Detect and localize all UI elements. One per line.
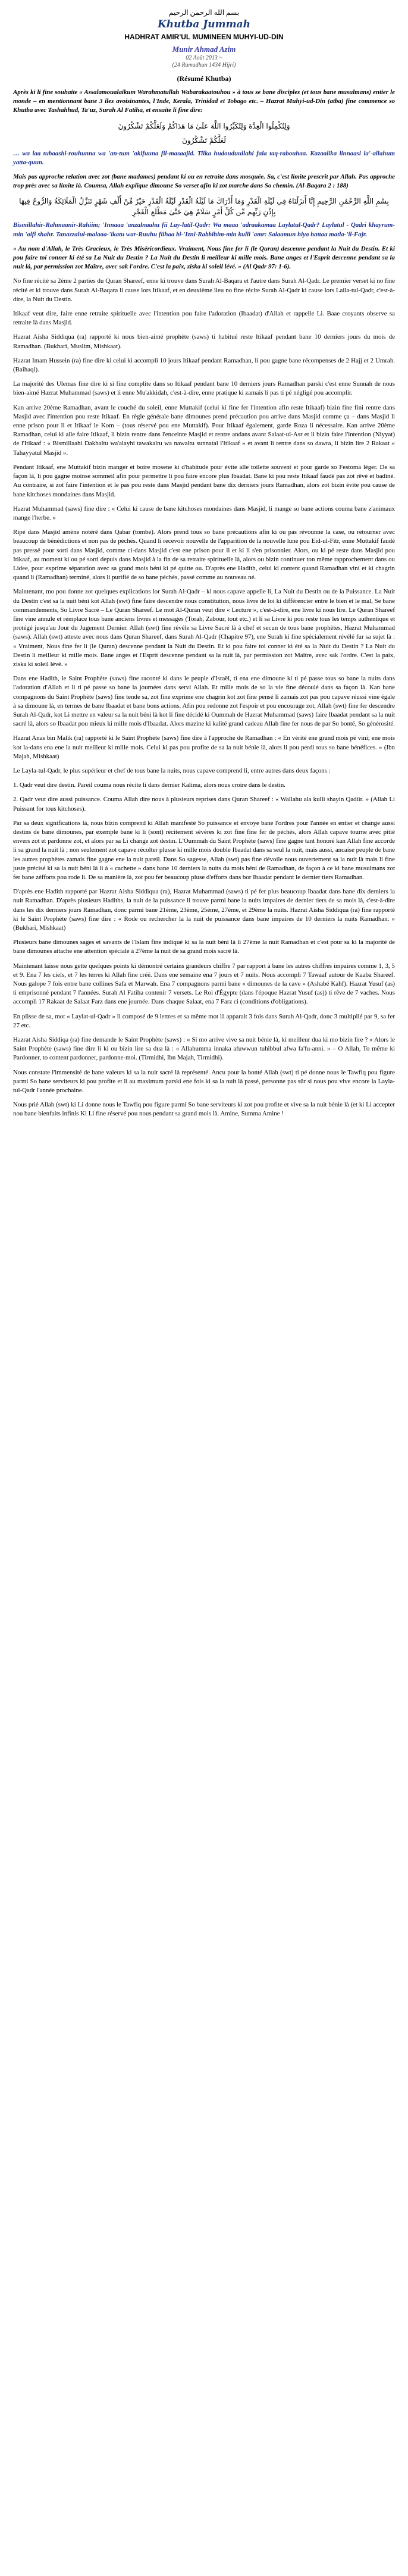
author-name: Munir Ahmad Azim: [172, 45, 236, 54]
point-2: 2. Qadr veut dire aussi puissance. Couma Allah dire nous à plusieurs reprises dans Quran Shareef : « Wallahu ala kulli shayin Qadiir. » (Allah Li Puissant for tous kitchoses).: [13, 796, 395, 812]
paragraph-imam-hussein: Hazrat Imam Hussein (ra) fine dire ki celui ki accompli 10 jours Itikaaf pendant Ramadhan, li pou gagne bane récompenses de 2 Hajj et 2 Umrah. (Baihaqi).: [13, 357, 395, 374]
translation-2: « Au nom d'Allah, le Très Gracieux, le Très Miséricordieux. Vraiment, Nous fine fer li (le Quran) descenne pendant la Nuit du Destin. Et ki pou faire toi conner ki été sa La Nuit du Destin ? La Nuit du Destin li meilleur ki mille mois. Bane anges et l'Esprit descenne pendant sa la nuit là, par permission zot Maître, avec sak l'ordre. C'est la paix, ziska ki soleil lévé. » (Al Qadr 97: 1-6).: [13, 245, 395, 271]
paragraph-final: Nous prié Allah (swt) ki Li donne nous le Tawfiq pou figure parmi So bane serviteurs ki zot pou profite et vive sa la nuit bénie là (et ki Li accepter nou bane bienfaits infinis Ki Li fine réservé pou nous pendant sa grand mois là. Amine, Summa Amine !: [13, 1101, 395, 1118]
gregorian-date: 02 Août 2013 ~: [186, 55, 222, 61]
paragraph-majorite: La majorité des Ulemas fine dire ki si fine complite dans so Itikaaf pendant bane 10 derniers jours Ramadhan parski c'est enne Sunnah de nous bien-aimé Hazrat Muhammad (saws) et li enne Mu'akkidah, c'est-à-dire, enne pratique ki zamais li pas ti pé négligé pou accomplir.: [13, 380, 395, 397]
point-1: 1. Qadr veut dire destin. Pareil couma nous récite li dans dernier Kalima, alors nous croire dans le destin.: [13, 781, 285, 789]
hijri-date: (24 Ramadhan 1434 Hijri): [172, 62, 236, 68]
paragraph-anas: Hazrat Anas bin Malik (ra) rapporté ki le Saint Prophète (saws) fine dire à l'approche de Ramadhan : « En vérité ene grand mois pé vini; ene mois kot la-dans ena ene la nuit meilleur ki mille mois. Celui ki pas pou profite de sa la nuit bénie là, alors li pou perdi tous so bane bénéfices. » (Ibn Majah, Mishkaat): [13, 734, 395, 760]
paragraph-maintenant: Maintenant, mo pou donne zot quelques explications lor Surah Al-Qadr – ki nous capave appelle li, La Nuit du Destin ou de la Puissance. La Nuit du Destin c'est sa la nuit béni kot Allah (swt) fine faire descendre nous constitution, nous livre de loi ki différencier entre le bien et le mal, Se bane commandements, So Livre Sacré – Le Quran Shareef. Le mot Al-Quran veut dire « Lecture », c'est-à-dire, ene livre ki nous lire. Le Quran Shareef fine vine annule et remplace tous bane anciens livres et messages (Torah, Zabour, tout etc.) et li sa Livre ki pou reste tous les temps authentique et protégé jusqu'au Jour du Jugement Dernier. Allah (swt) fine révéle sa Livre Sacré là à chef et secun de tous bane prophètes, Hazrat Muhammad (saws). Allah (swt) atteste avec nous dans Quran Shareef, dans Surah Al-Qadr (Chapitre 97), ene Surah ki fine spécialement révélé fur sa sujet là : « Vraiment, Nous fine fer li (le Quran) descenne pendant la Nuit du Destin. Et ki pou faire toi conner ki été sa la Nuit du Destin ? La Nuit du Destin li meilleur ki mille mois. Bane anges et l'Esprit descenne pendant sa la nuit là, par permission zot Maître, avec sak l'ordre. C'est la paix, ziska ki soleil lévé. »: [13, 588, 395, 668]
paragraph-plusieurs: Plusieurs bane dimounes sages et savants de l'Islam fine indiqué ki sa la nuit béni là li 27ème la nuit Ramadhan et c'est pour sa ki la majorité de bane dimounes attache ene attention spéciale à 27ème la nuit de sa grand mois sacré là.: [13, 939, 395, 955]
paragraph-dans: Dans ene Hadith, le Saint Prophète (saws) fine raconté ki dans le peuple d'Israël, ti ena ene dimoune ki ti pé passe tous so bane la nuits dans l'adoration d'Allah et li ti pé passe so bane la journées dans servi Allah. Et mille mois de so la vie fine découlé dans sa façon là. Kan bane compagnons du Saint Prophète (saws) fine tende sa, zot fine exprime ene chagrin kot zot fine pensé li zamais zot pas pou capave réussi vine égale à sa dimoune là, en termes de bane Ibaadat et bane bons actions. Afin pou redonne zot l'espoir et pou encourage zot, Allah (swt) fine fer descendre Surah Al-Qadr, kot Li mettre en valeur sa la nuit béni là kot li fine décidé ki Oummah de Hazrat Muhammad (saws) faire Ibaadat pendant sa la nuit sacré là, alors so Ibaadat pou mieux ki mille mois d'Ibaadat. Alors mazine ki kalité grand cadeau Allah fine fer nous de par So bonté, So générosité.: [13, 675, 395, 728]
paragraph-hazrat-aisha-dua: Hazrat Aisha Siddiqa (ra) fine demande le Saint Prophète (saws) : « Si mo arrive vive sa nuit bénie là, ki meilleur dua ki mo bizin lire ? » Alors le Saint Prophète (saws) fine dire li ki ou bizin lire sa dua là : « Allahumma innaka afuwwun tuhibbul afwa fa'fu-anni. » – O Allah, To même ki Pardonner, to content pardonner, pardonne-moi. (Tirmidhi, Ibn Majah, Tirmidhi).: [13, 1036, 395, 1062]
paragraph-hazrat-muhammad: Hazrat Muhammad (saws) fine dire : « Celui ki cause de bane kitchoses mondaines dans Masjid, li mange so bane actions couma bane z'animaux mange l'herbe. »: [13, 505, 395, 521]
subtitle: HADHRAT AMIR'UL MUMINEEN MUHYI-UD-DIN: [124, 33, 284, 41]
paragraph-hazrat-aisha: Hazrat Aisha Siddiqua (ra) rapporté ki nous bien-aimé prophète (saws) ti habitué reste Itikaaf pendant bane 10 derniers jours du mois de Ramadhan. (Bukhari, Muslim, Mishkaat).: [13, 333, 395, 350]
arabic-verse-1b: لَعَلَّكُمْ تَشْكُرُونَ: [182, 136, 226, 145]
paragraph-ripe: Ripé dans Masjid amène notéré dans Qabar (tombe). Alors prend tous so bane précautions afin ki ou pas révounne la case, ou retourner avec beaucoup de bénédictions et non pas de péchés. Quand li recevoir nouvelle de l'apparition de la nouvelle lune pou Eid-ul-Fitr, enne Muttakif faudé pas pressé pour sorti dans Masjid, comme ci-dans Masjid c'est ene prison pour li et ki li s'en prisonnier. Alors, ou ki pé reste dans Masjid pou Itikaaf, au moment ki ou pé sorti depuis dans Masjid à la fin de sa retraite spirituelle là, alors ou bizin continuer ton même rapprochement dans ou Lidee, pour exprime séparation avec sa grand mois béni ki pé quitte ou. D'après ene Hadith, celui ki content quand Ramadhan vini et ki chagrin quand li (Ramadhan) terminé, alors li purifié de so bane péchés, passé comme au nouveau né.: [13, 529, 395, 582]
intro-paragraph: Après ki li fine souhaite « Assalamoualaikum Warahmatullah Wabarakaatouhou » à tous se bane disciples (et tous bane musulmans) entier le monde – en mentionnant bane 3 îles avoisinantes, l'Inde, Kerala, Trinidad et Tobago etc. – Hazrat Muhyi-ud-Din (atba) fine commence so Khutba avec Tashahhud, Ta'uz, Surah Al Fatiha, et ensuite li fine dire:: [13, 89, 395, 114]
paragraph-laila: Le Layla-tul-Qadr, le plus supérieur et chef de tous bane la nuits, nous capave comprend li, entre autres dans deux façons :: [13, 767, 331, 774]
bismillah-header: بسم الله الرحمن الرحيم: [168, 8, 240, 17]
paragraph-nous: Nous constate l'immensité de bane valeurs ki sa la nuit sacré là représenté. Ancu pour la bonté Allah (swt) ti pé donne nous le Tawfiq pou figure parmi So bane serviteurs ki pou profite et li au maximum parski ene fois ki sa la nuit là passé, personne pas sûr si nous pou vive encore la Layla-tul-Qadr l'année prochaine.: [13, 1068, 395, 1095]
arabic-surah-qadr: بِسْمِ اللَّهِ الرَّحْمَٰنِ الرَّحِيمِ إِنَّا أَنزَلْنَاهُ فِي لَيْلَةِ الْقَدْرِ وَمَا أَدْرَاكَ مَا لَيْلَةُ الْقَدْرِ لَيْلَةُ الْقَدْرِ خَيْرٌ مِّنْ أَلْفِ شَهْرٍ تَنَزَّلُ الْمَلَائِكَةُ وَالرُّوحُ فِيهَا بِإِذْنِ رَبِّهِم مِّن كُلِّ أَمْرٍ سَلَامٌ هِيَ حَتَّىٰ مَطْلَعِ الْفَجْرِ: [19, 197, 389, 217]
paragraph-par: Par sa deux significations là, nous bizin comprend ki Allah manifesté So puissance et envoye bane l'ordres pour l'année en entier et change aussi destins de bane dimounes, par exemple bane ki li (sont) récitement sévères ki zot fine fine fer de péchés, alors Allah capave tourne avec pitié envers zot et pardonne zot, et alors par sa Li change zot destin. L'Oummah du Saint Prophète (saws) fine gagne tant honoré kan Allah fine accorde li sa grand la nuit là ; non seulement zot capave récolter plusse ki mille mois double Ibaadat dans sa seul la nuit, mais aussi, ancaise peuple de bane les autres prophètes zamais fine gagne ene la nuit pareil. Dans So sagesse, Allah (swt) pas fine dévoile nous ouvertement sa la nuit là mais li fine juste précisé ki sa la nuit béni là li à « cachette » dans bane 10 derniers la nuits du mois béni de Ramadhan, de façon à ce ki bane musulmans zot fer bane zéfforts pou rode li. De sa manière là, zot pou fer beaucoup pluse d'efforts dans bor Ibaadat pendant le dernier tiers Ramadhan.: [13, 819, 395, 881]
paragraph-mais: Mais pas approche relation avec zot (bane madames) pendant ki ou en retraite dans mosquée. Sa, c'est limite prescrit par Allah. Pas approche trop près avec sa limite là. Coumsa, Allah explique dimoune So verset afin ki zot marche dans So chemin. (Al-Baqara 2 : 188): [13, 173, 395, 190]
paragraph-itikaf: Itikaaf veut dire, faire enne retraite spirituelle avec l'intention pou faire l'adoration (Ibaadat) d'Allah et rappelle Li. Baae croyants observe sa retraite là dans Masjid.: [13, 310, 395, 327]
paragraph-enplisse: En plisse de sa, mot « Laylat-ul-Qadr » li composé de 9 lettres et sa même mot là apparait 3 fois dans Surah Al-Qadr, donc 3 multiplié par 9, sa fer 27 etc.: [13, 1012, 395, 1029]
paragraph-apres: D'après ene Hadith rapporté par Hazrat Aisha Siddiqua (ra), Hazrat Muhammad (saws) ti pé fer plus beaucoup Ibaadat dans bane dix derniers la nuit Ramadhan. D'après plusieurs Hadiths, la nuit de la puissance li trouve parmi bane la nuits impaires de dernier tiers de sa mois là, c'est-à-dire dans les dix derniers jours Ramadhan, donc parmi bane 21ème, 23ème, 25ème, 27ème, et 29ème la nuits. Hazrat Aisha Siddiqua (ra) fine rapporté ki le Saint Prophète (saws) fine dire : « Rode ou rechercher la la nuit de puissance dans bane impaires de 10 derniers la nuits Ramadhan. » (Bukhari, Mishkaat): [13, 888, 395, 932]
transliteration-2: Bismillahir-Rahmaanir-Rahiim; 'Innaaa 'anzalnaahu fii Lay-latil-Qadr: Wa maaa 'adraakamaa Laylatul-Qadr? Laylatul - Qadri khayrum-min 'alfi shahr. Tanazzalul-malaaa-'ikatu war-Ruuhu fiihaa bi-'Izni-Rabbihim-min kulli 'amr: Salaamun hiya hattaa matla-'il-Fajr.: [13, 221, 395, 238]
paragraph-fine: No fine récité sa 2ème 2 parties du Quran Shareef, enne ki trouve dans Surah Al-Baqara et l'autre dans Surah Al-Qadr. Le premier verset ki no fine récité et ki trouve dans Surah Al-Baqara li cause lors Itikaaf, et en deuxième lieu no fine récite Surah Al-Qadr ki cause lors Laila-tul-Qadr, c'est-à-dire, la Nuit du Destin.: [13, 277, 395, 303]
transliteration-1: … wa laa tubaashi-rouhunna wa 'an-tum 'akifuuna fil-masaajid. Tilka hudouduullahi fala taq-rabouhaa. Kazaalika linnaasi la'-allahum yatta-quun.: [13, 149, 395, 166]
arabic-verse-1: وَلِتُكْمِلُوا الْعِدَّةَ وَلِتُكَبِّرُوا اللَّهَ عَلَىٰ مَا هَدَاكُمْ وَلَعَلَّكُمْ تَشْكُرُونَ: [118, 121, 290, 130]
paragraph-pendant: Pendant Itikaaf, ene Muttakif bizin manger et boire mosene ki d'habitude pour évite alle toilette souvent et pour garde so Festoma léger. De sa façon là, li pou gagne moinse sommeil afin pour permettre li pou faire encore plus Ibaadat. Bane ki pou reste Itikaaf faudé pas zot rêvé et badiné. Au contraire, si zot faire l'intention et le pas pou reste dans Masjid pendant bane dix derniers jours Ramadhan, alors zot bizin évite pou cause de bane kitchoses mondaines dans Masjid.: [13, 463, 395, 498]
page-title: Khutba Jummah: [158, 18, 250, 30]
paragraph-maintenant-2: Maintenant laisse nous gette quelques points ki démontré certains grandeurs chiffre 7 par rapport à bane les autres chiffres impaires comme 1, 3, 5 et 9. Ena 7 les ciels, et 7 les terres ki Allah fine créé. Dans ene semaine ena 7 jours et 7 nuits. Nous accompli 7 Tawaaf autour de Kaaba Shareef. Nous galope 7 fois entre bane collines Safa et Marwah. Ena 7 compagnons parmi bane « dimounes de la cave » (Ashabé Kahf). Hazrat Yusuf (as) ti emprisonné pendant 7 l'années. Surah Al Fatiha contenir 7 versets. Le Roi d'Égypte (dans l'époque Hazrat Yusuf (as)) ti rêve de 7 vaches. Nous accompli 17 Rakaat de Salaat Farz dans ene journée. Dans chaque Salaat, ena 7 Farz ci (conditions d'obligations).: [13, 962, 395, 1006]
summary-label: (Résumé Khutba): [177, 74, 231, 83]
paragraph-kan: Kan arrive 20ème Ramadhan, avant le couché du soleil, enne Muttakif (celui ki fine fer l'intention afin reste Itikaaf) bizin fine fini rentre dans Masjid avec l'intention pou reste Itikaaf. En règle générale bane dimounes prend précaution pou arrive dans Masjid comme ça – dans Masjid li enne prison pour li et Itikaaf le Kom – (tous réservé pou ene Muttakif). Pour Itikaaf également, garde Roza li nécessaire. Kan arrive 20ème Ramadhan, celui ki alle faire Itikaaf, li bizin rentre dans l'enceinte Masjid et rentre andans avant Salaat-ul-Asr et li bizin faire l'intention (Niyyat) de l'Itikaaf : « Bismillaahi Dakhaltu wa'alayhi tawakaltu wa nawaltu sunnatal l'Itikaaf » et avant li rentre dans so dawra, li bizin lire 2 Rakaat « Tahayyatul Masjid ».: [13, 404, 395, 457]
